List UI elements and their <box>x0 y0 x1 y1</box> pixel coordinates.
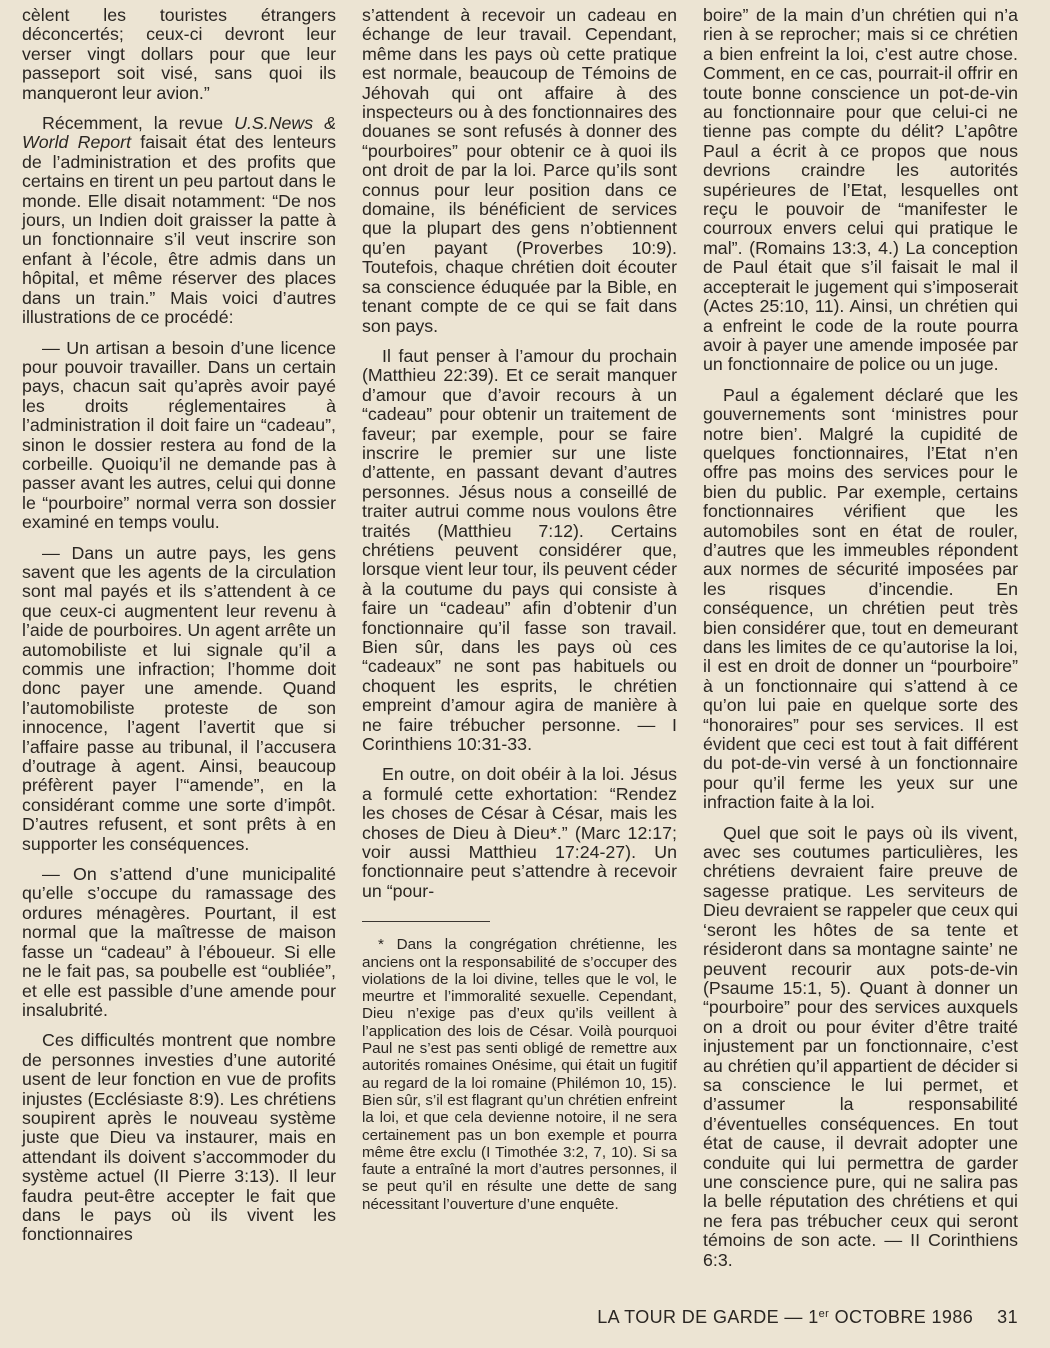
paragraph-text: Récemment, la revue <box>42 113 235 134</box>
article-column-2 <box>362 6 677 1224</box>
paragraph: — Dans un autre pays, les gens savent que les agents de la circulation sont mal payés et ils s’attendent à ce que ceux-ci augmentent leur revenu à l’aide de pourboires. Un agent arrête un automobiliste et lui signale qu’il a commis une infraction; l’homme doit donc payer une amende. Quand l’automobiliste proteste de son innocence, l’agent l’avertit que si l’affaire passe au tribunal, il l’accusera d’outrage à agent. Ainsi, beaucoup préfèrent payer l’“amende”, en la considérant comme une sorte d’impôt. D’autres refusent, et sont prêts à en supporter les conséquences. <box>22 542 336 854</box>
paragraph: boire” de la main d’un chrétien qui n’a rien à se reprocher; mais si ce chrétien a bien enfreint la loi, c’est autre chose. Comment, en ce cas, pourrait-il offrir en toute bonne conscience un pot-de-vin au fonctionnaire pour que celui-ci ne tienne pas compte du délit? L’apôtre Paul a écrit à ce propos que nous devrions craindre les autorités supérieures de l’Etat, lesquelles ont reçu le pouvoir de “manifester le courroux envers celui qui pratique le mal”. (Romains 13:3, 4.) La conception de Paul était que s’il faisait le mal il accepterait le jugement qui s’imposerait (Actes 25:10, 11). Ainsi, un chrétien qui a enfreint le code de la route pourra avoir à payer une amende imposée par un fonctionnaire de police ou un juge. <box>703 5 1018 375</box>
issue-day-suffix: er <box>818 1308 830 1320</box>
issue-day: 1 <box>808 1307 819 1327</box>
page-footer <box>597 1307 1018 1328</box>
journal-title: U.S.News & World Report <box>22 113 337 153</box>
paragraph: — On s’attend d’une municipalité qu’elle s’occupe du ramassage des ordures ménagères. Pourtant, il est normal que la maîtresse de maison fasse un “cadeau” à l’éboueur. Si elle ne le fait pas, sa poubelle est “oubliée”, et elle est passible d’une amende pour insalubrité. <box>22 864 336 1020</box>
paragraph: Quel que soit le pays où ils vivent, avec ses coutumes particulières, les chrétiens devraient faire preuve de sagesse pratique. Les serviteurs de Dieu devraient se rappeler que ceux qui ‘seront les hôtes de sa tente et résideront dans sa montagne sainte’ ne peuvent recourir aux pots-de-vin (Psaume 15:1, 5). Quant à donner un “pourboire” pour des services auxquels on a droit ou pour éviter d’être traité injustement par un fonctionnaire, c’est au chrétien qu’il appartient de décider si sa conscience le lui permet, et d’assumer la responsabilité d’éventuelles conséquences. En tout état de cause, il devrait adopter une conduite qui lui permettra de garder une conscience pure, qui ne salira pas la belle réputation des chrétiens et qui ne fera pas trébucher ceux qui seront témoins de son acte. — II Corinthiens 6:3. <box>703 822 1018 1270</box>
footnote: * Dans la congrégation chrétienne, les anciens ont la responsabilité de s’occuper des violations de la loi divine, telles que le vol, le meurtre et l’immoralité sexuelle. Cependant, Dieu n’exige pas d’eux qu’ils veillent à l’application des lois de César. Voilà pourquoi Paul ne s’est pas senti obligé de remettre aux autorités romaines Onésime, qui était un fugitif au regard de la loi romaine (Philémon 10, 15). Bien sûr, s’il est flagrant qu’un chrétien enfreint la loi, et que cela devienne notoire, il ne sera certainement pas un bon exemple et pourra même être exclu (I Timothée 3:2, 7, 10). Si sa faute a entraîné la mort d’autres personnes, il se peut qu’il en résulte une dette de sang nécessitant l’ouverture d’une enquête. <box>362 936 677 1213</box>
article-column-1 <box>22 6 336 1256</box>
paragraph <box>22 114 336 327</box>
paragraph: Paul a également déclaré que les gouvernements sont ‘ministres pour notre bien’. Malgré la cupidité de quelques fonctionnaires, l’Etat n’en offre pas moins des services pour le bien du public. Par exemple, certains fonctionnaires vérifient que les automobiles sont en état de rouler, d’autres que les immeubles répondent aux normes de sécurité imposées par les risques d’incendie. En conséquence, un chrétien peut très bien considérer que, tout en demeurant dans les limites de ce qu’autorise la loi, il est en droit de donner un “pourboire” à un fonctionnaire qui s’attend à ce qu’on lui paie en quelque sorte des “honoraires” pour ses services. Il est évident que ceci est tout à fait différent du pot-de-vin versé à un fonctionnaire pour qu’il ferme les yeux sur une infraction faite à la loi. <box>703 384 1018 813</box>
paragraph: En outre, on doit obéir à la loi. Jésus a formulé cette exhortation: “Rendez les choses de César à César, mais les choses de Dieu à Dieu*.” (Marc 12:17; voir aussi Matthieu 17:24-27). Un fonctionnaire peut s’attendre à recevoir un “pour- <box>362 764 677 901</box>
paragraph: cèlent les touristes étrangers déconcertés; ceux-ci devront leur verser vingt dollars pour que leur passeport soit visé, sans quoi ils manqueront leur avion.” <box>22 5 336 103</box>
publication-name: LA TOUR DE GARDE — <box>597 1307 803 1327</box>
paragraph-text: faisait état des lenteurs de l’administration et des profits que certains en tirent un peu partout dans le monde. Elle disait notamment: “De nos jours, un Indien doit graisser la patte à un fonctionnaire s’il veut inscrire son enfant à l’école, être admis dans un hôpital, et même réserver des places dans un train.” Mais voici d’autres illustrations de ce procédé: <box>22 132 336 328</box>
paragraph: Ces difficultés montrent que nombre de personnes investies d’une autorité usent de leur fonction en vue de profits injustes (Ecclésiaste 8:9). Les chrétiens soupirent après le nouveau système juste que Dieu va instaurer, mais en attendant ils doivent s’accommoder du système actuel (II Pierre 3:13). Il leur faudra peut-être accepter le fait que dans le pays où ils vivent les fonctionnaires <box>22 1030 336 1245</box>
paragraph: Il faut penser à l’amour du prochain (Matthieu 22:39). Et ce serait manquer d’amour que d’avoir recours à un “cadeau” pour obtenir un traitement de faveur; par exemple, pour se faire inscrire le premier sur une liste d’attente, en passant devant d’autres personnes. Jésus nous a conseillé de traiter autrui comme nous voulons être traités (Matthieu 7:12). Certains chrétiens peuvent considérer que, lorsque vient leur tour, ils peuvent céder à la coutume du pays qui consiste à faire un “cadeau” afin d’obtenir d’un fonctionnaire qu’il fasse son travail. Bien sûr, dans les pays où ces “cadeaux” ne sont pas habituels ou choquent les esprits, le chrétien empreint d’amour agira de manière à ne faire trébucher personne. — I Corinthiens 10:31-33. <box>362 345 677 755</box>
paragraph: — Un artisan a besoin d’une licence pour pouvoir travailler. Dans un certain pays, chacun sait qu’après avoir payé les droits réglementaires à l’administration il doit faire un “cadeau”, sinon le dossier restera au fond de la corbeille. Quoiqu’il ne demande pas à passer avant les autres, celui qui donne le “pourboire” normal verra son dossier examiné en temps voulu. <box>22 337 336 533</box>
issue-month-year: OCTOBRE 1986 <box>834 1307 974 1327</box>
paragraph: s’attendent à recevoir un cadeau en échange de leur travail. Cependant, même dans les pays où cette pratique est normale, beaucoup de Témoins de Jéhovah qui ont affaire à des inspecteurs ou à des fonctionnaires des douanes se sont refusés à donner des “pourboires” pour obtenir ce à quoi ils ont droit de par la loi. Parce qu’ils sont connus pour leur position dans ce domaine, ils bénéficient de services que la plupart des gens n’obtiennent qu’en payant (Proverbes 10:9). Toutefois, chaque chrétien doit écouter sa conscience éduquée par la Bible, en tenant compte de ce qui se fait dans son pays. <box>362 5 677 336</box>
article-column-3 <box>703 6 1018 1281</box>
footnote-divider <box>362 921 490 922</box>
page-number: 31 <box>997 1307 1018 1327</box>
